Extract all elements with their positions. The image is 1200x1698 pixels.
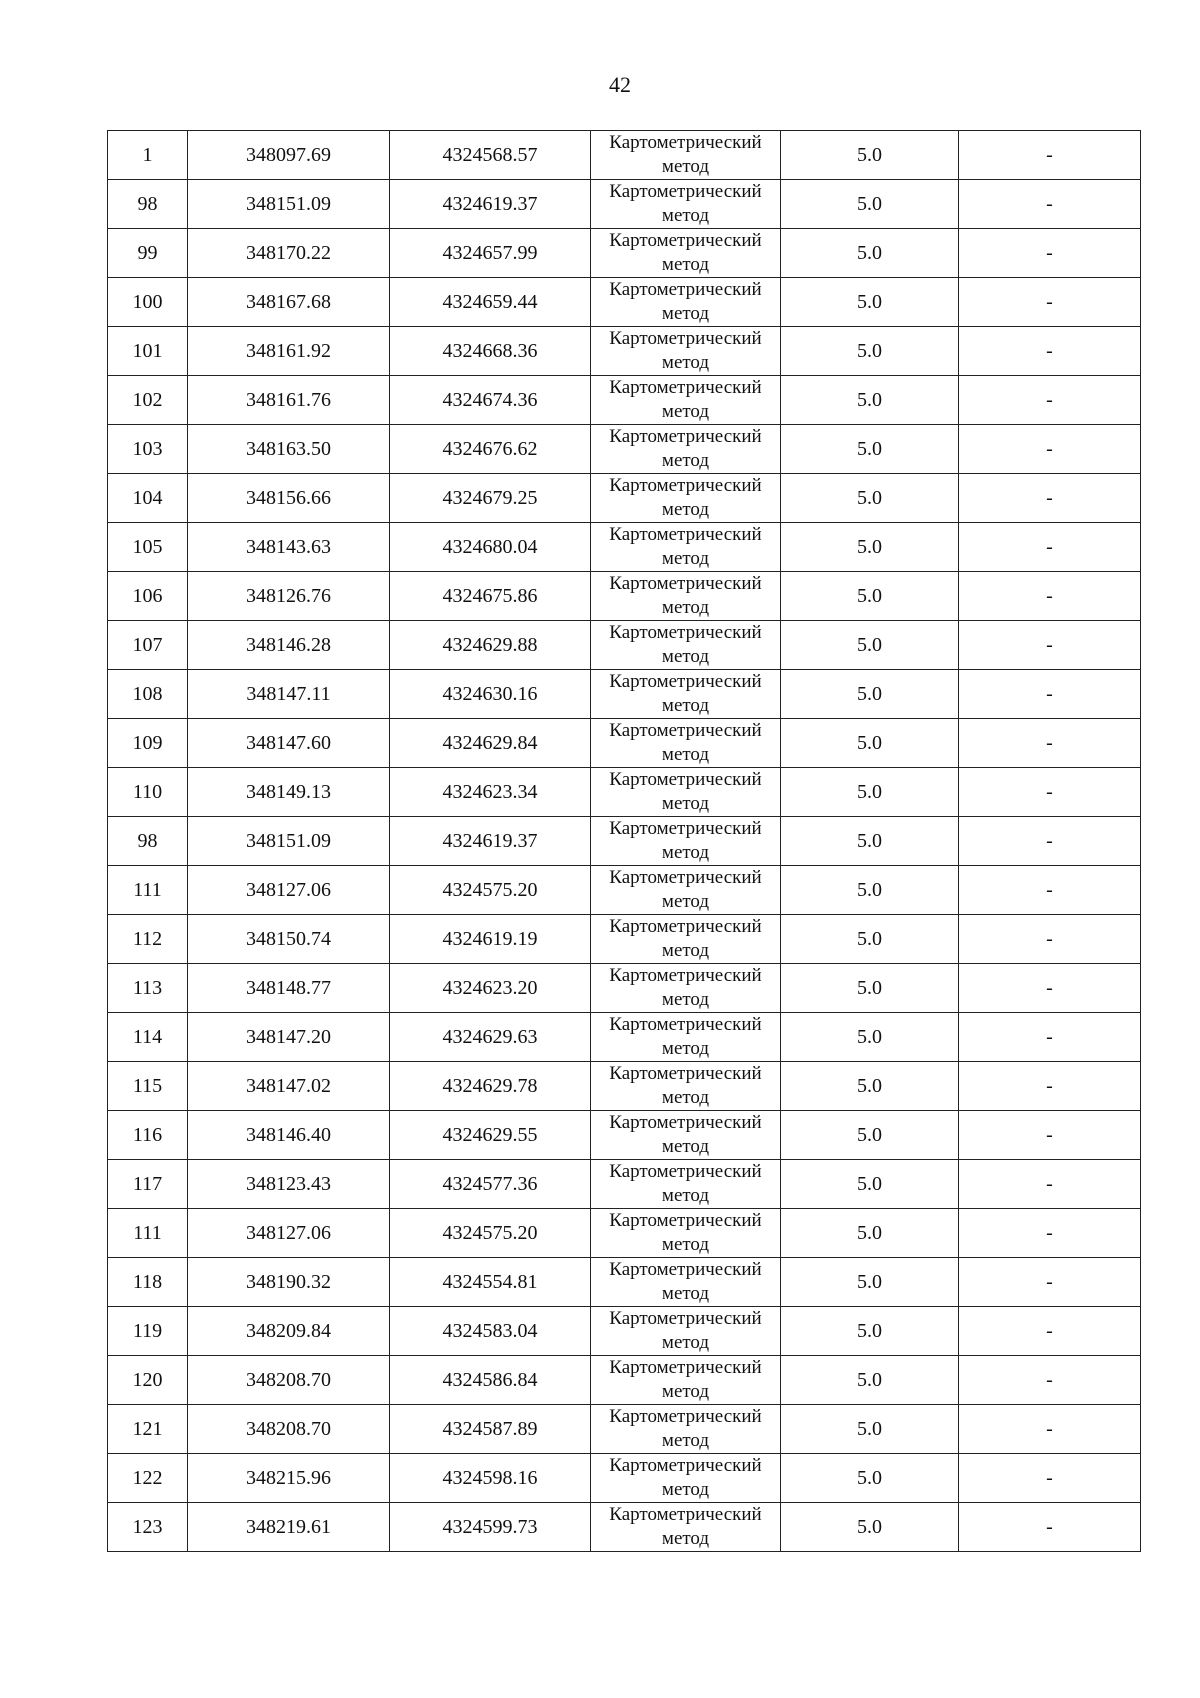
method-line-1: Картометрический	[609, 1406, 762, 1427]
point-number-cell: 115	[108, 1062, 188, 1111]
table-row	[108, 572, 1141, 621]
method-line-1: Картометрический	[609, 181, 762, 202]
note-cell: -	[959, 1062, 1141, 1111]
note-cell: -	[959, 719, 1141, 768]
accuracy-cell: 5.0	[781, 866, 959, 915]
method-cell	[591, 1503, 781, 1552]
method-cell	[591, 768, 781, 817]
y-coordinate-cell: 4324680.04	[390, 523, 591, 572]
table-row	[108, 425, 1141, 474]
y-coordinate-cell: 4324674.36	[390, 376, 591, 425]
method-line-1: Картометрический	[609, 1357, 762, 1378]
accuracy-cell: 5.0	[781, 670, 959, 719]
method-cell	[591, 229, 781, 278]
method-cell	[591, 866, 781, 915]
method-line-2: метод	[661, 695, 710, 716]
method-line-1: Картометрический	[609, 1014, 762, 1035]
table-row	[108, 1454, 1141, 1503]
method-line-2: метод	[661, 499, 710, 520]
method-line-2: метод	[661, 1528, 710, 1549]
table-row	[108, 180, 1141, 229]
note-cell: -	[959, 523, 1141, 572]
method-line-2: метод	[661, 1038, 710, 1059]
y-coordinate-cell: 4324583.04	[390, 1307, 591, 1356]
method-line-1: Картометрический	[609, 1210, 762, 1231]
note-cell: -	[959, 1209, 1141, 1258]
x-coordinate-cell: 348215.96	[188, 1454, 390, 1503]
method-line-1: Картометрический	[609, 622, 762, 643]
y-coordinate-cell: 4324668.36	[390, 327, 591, 376]
method-line-1: Картометрический	[609, 1504, 762, 1525]
note-cell: -	[959, 572, 1141, 621]
method-line-2: метод	[661, 646, 710, 667]
method-line-1: Картометрический	[609, 916, 762, 937]
note-cell: -	[959, 1454, 1141, 1503]
note-cell: -	[959, 229, 1141, 278]
note-cell: -	[959, 1356, 1141, 1405]
method-line-2: метод	[661, 1234, 710, 1255]
table-row	[108, 474, 1141, 523]
method-cell	[591, 1307, 781, 1356]
table-row	[108, 1503, 1141, 1552]
x-coordinate-cell: 348146.40	[188, 1111, 390, 1160]
accuracy-cell: 5.0	[781, 964, 959, 1013]
note-cell: -	[959, 278, 1141, 327]
x-coordinate-cell: 348151.09	[188, 817, 390, 866]
method-line-1: Картометрический	[609, 720, 762, 741]
table-row	[108, 1258, 1141, 1307]
method-line-1: Картометрический	[609, 1308, 762, 1329]
accuracy-cell: 5.0	[781, 278, 959, 327]
x-coordinate-cell: 348148.77	[188, 964, 390, 1013]
coordinates-table	[107, 130, 1141, 1552]
method-line-2: метод	[661, 597, 710, 618]
method-line-2: метод	[661, 352, 710, 373]
note-cell: -	[959, 915, 1141, 964]
point-number-cell: 103	[108, 425, 188, 474]
note-cell: -	[959, 1258, 1141, 1307]
table-row	[108, 229, 1141, 278]
point-number-cell: 113	[108, 964, 188, 1013]
table-row	[108, 719, 1141, 768]
method-line-2: метод	[661, 254, 710, 275]
point-number-cell: 110	[108, 768, 188, 817]
note-cell: -	[959, 376, 1141, 425]
note-cell: -	[959, 425, 1141, 474]
method-line-2: метод	[661, 1136, 710, 1157]
table-row	[108, 768, 1141, 817]
method-cell	[591, 817, 781, 866]
table-row	[108, 523, 1141, 572]
x-coordinate-cell: 348167.68	[188, 278, 390, 327]
accuracy-cell: 5.0	[781, 180, 959, 229]
table-row	[108, 866, 1141, 915]
method-line-2: метод	[661, 548, 710, 569]
point-number-cell: 111	[108, 866, 188, 915]
note-cell: -	[959, 866, 1141, 915]
y-coordinate-cell: 4324586.84	[390, 1356, 591, 1405]
x-coordinate-cell: 348123.43	[188, 1160, 390, 1209]
accuracy-cell: 5.0	[781, 425, 959, 474]
accuracy-cell: 5.0	[781, 1454, 959, 1503]
method-cell	[591, 523, 781, 572]
accuracy-cell: 5.0	[781, 1307, 959, 1356]
y-coordinate-cell: 4324630.16	[390, 670, 591, 719]
accuracy-cell: 5.0	[781, 376, 959, 425]
method-cell	[591, 621, 781, 670]
method-line-2: метод	[661, 744, 710, 765]
method-line-2: метод	[661, 303, 710, 324]
y-coordinate-cell: 4324619.19	[390, 915, 591, 964]
method-line-2: метод	[661, 989, 710, 1010]
method-cell	[591, 1111, 781, 1160]
method-cell	[591, 1258, 781, 1307]
method-line-1: Картометрический	[609, 769, 762, 790]
note-cell: -	[959, 621, 1141, 670]
point-number-cell: 118	[108, 1258, 188, 1307]
x-coordinate-cell: 348143.63	[188, 523, 390, 572]
accuracy-cell: 5.0	[781, 131, 959, 180]
table-row	[108, 131, 1141, 180]
accuracy-cell: 5.0	[781, 1356, 959, 1405]
method-line-2: метод	[661, 1381, 710, 1402]
method-cell	[591, 474, 781, 523]
accuracy-cell: 5.0	[781, 523, 959, 572]
x-coordinate-cell: 348150.74	[188, 915, 390, 964]
x-coordinate-cell: 348190.32	[188, 1258, 390, 1307]
x-coordinate-cell: 348163.50	[188, 425, 390, 474]
point-number-cell: 98	[108, 180, 188, 229]
method-line-2: метод	[661, 793, 710, 814]
y-coordinate-cell: 4324676.62	[390, 425, 591, 474]
method-line-2: метод	[661, 842, 710, 863]
note-cell: -	[959, 670, 1141, 719]
table-row	[108, 621, 1141, 670]
accuracy-cell: 5.0	[781, 1013, 959, 1062]
table-row	[108, 964, 1141, 1013]
accuracy-cell: 5.0	[781, 621, 959, 670]
method-line-1: Картометрический	[609, 328, 762, 349]
note-cell: -	[959, 1405, 1141, 1454]
x-coordinate-cell: 348127.06	[188, 866, 390, 915]
y-coordinate-cell: 4324675.86	[390, 572, 591, 621]
method-line-1: Картометрический	[609, 230, 762, 251]
table-row	[108, 1405, 1141, 1454]
method-cell	[591, 376, 781, 425]
table-row	[108, 915, 1141, 964]
note-cell: -	[959, 1013, 1141, 1062]
x-coordinate-cell: 348156.66	[188, 474, 390, 523]
accuracy-cell: 5.0	[781, 474, 959, 523]
point-number-cell: 106	[108, 572, 188, 621]
method-cell	[591, 1160, 781, 1209]
coordinates-table-body	[108, 131, 1141, 1552]
table-row	[108, 1062, 1141, 1111]
point-number-cell: 109	[108, 719, 188, 768]
x-coordinate-cell: 348170.22	[188, 229, 390, 278]
method-line-1: Картометрический	[609, 279, 762, 300]
point-number-cell: 1	[108, 131, 188, 180]
method-cell	[591, 1454, 781, 1503]
accuracy-cell: 5.0	[781, 1405, 959, 1454]
accuracy-cell: 5.0	[781, 1111, 959, 1160]
x-coordinate-cell: 348126.76	[188, 572, 390, 621]
point-number-cell: 119	[108, 1307, 188, 1356]
point-number-cell: 117	[108, 1160, 188, 1209]
x-coordinate-cell: 348208.70	[188, 1405, 390, 1454]
note-cell: -	[959, 131, 1141, 180]
method-cell	[591, 1405, 781, 1454]
method-line-2: метод	[661, 156, 710, 177]
y-coordinate-cell: 4324619.37	[390, 180, 591, 229]
method-line-2: метод	[661, 450, 710, 471]
note-cell: -	[959, 768, 1141, 817]
accuracy-cell: 5.0	[781, 915, 959, 964]
method-line-1: Картометрический	[609, 965, 762, 986]
y-coordinate-cell: 4324599.73	[390, 1503, 591, 1552]
x-coordinate-cell: 348147.60	[188, 719, 390, 768]
table-row	[108, 327, 1141, 376]
note-cell: -	[959, 327, 1141, 376]
method-cell	[591, 1356, 781, 1405]
method-line-2: метод	[661, 940, 710, 961]
accuracy-cell: 5.0	[781, 768, 959, 817]
x-coordinate-cell: 348219.61	[188, 1503, 390, 1552]
point-number-cell: 116	[108, 1111, 188, 1160]
method-cell	[591, 572, 781, 621]
method-cell	[591, 180, 781, 229]
point-number-cell: 102	[108, 376, 188, 425]
point-number-cell: 112	[108, 915, 188, 964]
note-cell: -	[959, 1307, 1141, 1356]
x-coordinate-cell: 348161.76	[188, 376, 390, 425]
method-line-1: Картометрический	[609, 1063, 762, 1084]
method-line-2: метод	[661, 1332, 710, 1353]
point-number-cell: 107	[108, 621, 188, 670]
note-cell: -	[959, 474, 1141, 523]
table-row	[108, 1209, 1141, 1258]
method-cell	[591, 131, 781, 180]
y-coordinate-cell: 4324679.25	[390, 474, 591, 523]
method-line-1: Картометрический	[609, 132, 762, 153]
method-cell	[591, 1013, 781, 1062]
y-coordinate-cell: 4324659.44	[390, 278, 591, 327]
x-coordinate-cell: 348151.09	[188, 180, 390, 229]
y-coordinate-cell: 4324629.55	[390, 1111, 591, 1160]
accuracy-cell: 5.0	[781, 327, 959, 376]
x-coordinate-cell: 348146.28	[188, 621, 390, 670]
y-coordinate-cell: 4324629.63	[390, 1013, 591, 1062]
method-line-1: Картометрический	[609, 1161, 762, 1182]
method-line-2: метод	[661, 891, 710, 912]
y-coordinate-cell: 4324623.34	[390, 768, 591, 817]
y-coordinate-cell: 4324575.20	[390, 866, 591, 915]
table-row	[108, 817, 1141, 866]
method-line-1: Картометрический	[609, 818, 762, 839]
note-cell: -	[959, 180, 1141, 229]
page-number: 42	[609, 72, 631, 97]
point-number-cell: 108	[108, 670, 188, 719]
table-row	[108, 1356, 1141, 1405]
point-number-cell: 122	[108, 1454, 188, 1503]
x-coordinate-cell: 348127.06	[188, 1209, 390, 1258]
method-line-1: Картометрический	[609, 524, 762, 545]
x-coordinate-cell: 348161.92	[188, 327, 390, 376]
x-coordinate-cell: 348149.13	[188, 768, 390, 817]
y-coordinate-cell: 4324554.81	[390, 1258, 591, 1307]
point-number-cell: 98	[108, 817, 188, 866]
point-number-cell: 123	[108, 1503, 188, 1552]
method-line-1: Картометрический	[609, 1259, 762, 1280]
method-line-2: метод	[661, 205, 710, 226]
y-coordinate-cell: 4324568.57	[390, 131, 591, 180]
accuracy-cell: 5.0	[781, 1160, 959, 1209]
note-cell: -	[959, 817, 1141, 866]
y-coordinate-cell: 4324629.84	[390, 719, 591, 768]
method-cell	[591, 1062, 781, 1111]
point-number-cell: 120	[108, 1356, 188, 1405]
method-cell	[591, 278, 781, 327]
y-coordinate-cell: 4324629.78	[390, 1062, 591, 1111]
method-line-2: метод	[661, 1087, 710, 1108]
point-number-cell: 114	[108, 1013, 188, 1062]
point-number-cell: 100	[108, 278, 188, 327]
y-coordinate-cell: 4324587.89	[390, 1405, 591, 1454]
accuracy-cell: 5.0	[781, 1258, 959, 1307]
y-coordinate-cell: 4324575.20	[390, 1209, 591, 1258]
method-line-2: метод	[661, 1430, 710, 1451]
method-line-1: Картометрический	[609, 867, 762, 888]
point-number-cell: 105	[108, 523, 188, 572]
x-coordinate-cell: 348147.11	[188, 670, 390, 719]
x-coordinate-cell: 348209.84	[188, 1307, 390, 1356]
method-line-1: Картометрический	[609, 1112, 762, 1133]
x-coordinate-cell: 348147.20	[188, 1013, 390, 1062]
method-line-1: Картометрический	[609, 1455, 762, 1476]
table-row	[108, 1111, 1141, 1160]
table-row	[108, 1013, 1141, 1062]
method-line-1: Картометрический	[609, 671, 762, 692]
point-number-cell: 101	[108, 327, 188, 376]
method-line-2: метод	[661, 1283, 710, 1304]
method-cell	[591, 964, 781, 1013]
point-number-cell: 121	[108, 1405, 188, 1454]
point-number-cell: 104	[108, 474, 188, 523]
y-coordinate-cell: 4324623.20	[390, 964, 591, 1013]
method-cell	[591, 719, 781, 768]
accuracy-cell: 5.0	[781, 1209, 959, 1258]
x-coordinate-cell: 348208.70	[188, 1356, 390, 1405]
method-line-1: Картометрический	[609, 377, 762, 398]
point-number-cell: 111	[108, 1209, 188, 1258]
method-line-1: Картометрический	[609, 426, 762, 447]
table-row	[108, 1160, 1141, 1209]
accuracy-cell: 5.0	[781, 572, 959, 621]
method-cell	[591, 915, 781, 964]
note-cell: -	[959, 964, 1141, 1013]
y-coordinate-cell: 4324577.36	[390, 1160, 591, 1209]
accuracy-cell: 5.0	[781, 1503, 959, 1552]
method-cell	[591, 1209, 781, 1258]
accuracy-cell: 5.0	[781, 1062, 959, 1111]
table-row	[108, 278, 1141, 327]
note-cell: -	[959, 1503, 1141, 1552]
note-cell: -	[959, 1111, 1141, 1160]
method-line-1: Картометрический	[609, 573, 762, 594]
x-coordinate-cell: 348147.02	[188, 1062, 390, 1111]
y-coordinate-cell: 4324657.99	[390, 229, 591, 278]
table-row	[108, 376, 1141, 425]
x-coordinate-cell: 348097.69	[188, 131, 390, 180]
method-cell	[591, 425, 781, 474]
method-cell	[591, 670, 781, 719]
point-number-cell: 99	[108, 229, 188, 278]
method-line-1: Картометрический	[609, 475, 762, 496]
table-row	[108, 670, 1141, 719]
method-cell	[591, 327, 781, 376]
y-coordinate-cell: 4324629.88	[390, 621, 591, 670]
table-row	[108, 1307, 1141, 1356]
method-line-2: метод	[661, 401, 710, 422]
accuracy-cell: 5.0	[781, 817, 959, 866]
accuracy-cell: 5.0	[781, 229, 959, 278]
method-line-2: метод	[661, 1185, 710, 1206]
y-coordinate-cell: 4324619.37	[390, 817, 591, 866]
accuracy-cell: 5.0	[781, 719, 959, 768]
y-coordinate-cell: 4324598.16	[390, 1454, 591, 1503]
method-line-2: метод	[661, 1479, 710, 1500]
note-cell: -	[959, 1160, 1141, 1209]
